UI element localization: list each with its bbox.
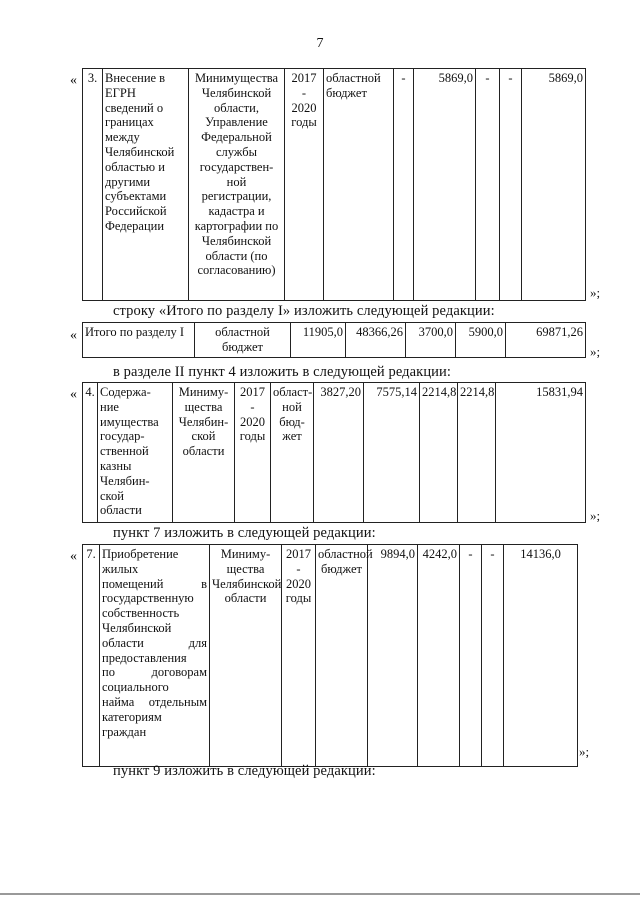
page-bottom-border	[0, 893, 640, 895]
value-2018: 5869,0	[414, 69, 476, 301]
period-line: 2020	[291, 100, 317, 115]
period-line: годы	[239, 429, 266, 444]
executor-line: области	[224, 591, 267, 606]
period-line: 2020	[286, 576, 311, 591]
name-line: Челябин-	[100, 473, 150, 488]
executor-line: Миниму-	[178, 385, 229, 399]
open-quote: «	[70, 387, 77, 402]
name-line: государ-	[100, 429, 145, 444]
open-quote: «	[70, 328, 77, 343]
close-quote: »;	[579, 744, 590, 759]
executor-line: щества	[226, 561, 265, 576]
name-line: ской	[100, 488, 124, 503]
name-line: категориям	[102, 709, 162, 724]
name-line: казны	[100, 458, 132, 473]
name-line: имущества	[100, 414, 159, 429]
close-quote: »;	[590, 285, 601, 300]
executor	[210, 545, 282, 767]
instruction-text: пункт 7 изложить в следующей редакции:	[113, 525, 376, 541]
row-7-table	[82, 544, 578, 767]
name-line: собственность	[102, 606, 180, 621]
name-line: по договорам	[102, 665, 207, 680]
period	[235, 383, 271, 523]
period-line: годы	[291, 115, 317, 130]
name-line: предоставления	[102, 650, 187, 665]
executor	[173, 383, 235, 523]
total-label: Итого по разделу I	[83, 323, 195, 358]
executor: Минимущества Челябинской области, Управление Федеральной службы государствен-ной регистрации, кадастра и картографии по Челябинской области (по согласованию)	[189, 69, 285, 301]
value-total: 69871,26	[506, 323, 586, 358]
funding-source: областной бюджет	[324, 69, 394, 301]
total-section-table	[82, 322, 586, 358]
name-line: найма отдельным	[102, 694, 207, 709]
period-line: -	[296, 561, 301, 576]
measure-name: Внесение в ЕГРН сведений о границах между Челябинской областью и другими субъектами Российской Федерации	[103, 69, 189, 301]
value-2018: 48366,26	[346, 323, 406, 358]
executor-line: ской	[191, 429, 216, 444]
value-2018: 4242,0	[418, 545, 460, 767]
close-quote: »;	[590, 344, 601, 359]
source-line: жет	[282, 429, 302, 444]
page-number: 7	[316, 36, 324, 51]
executor-line: Челябин-	[178, 414, 229, 429]
row-4-table	[82, 382, 586, 523]
value-2019: -	[476, 69, 500, 301]
name-line: ственной	[100, 444, 149, 459]
period-line: -	[301, 85, 307, 100]
value-2017: 11905,0	[291, 323, 346, 358]
executor-line: Миниму-	[220, 547, 271, 561]
name-line: области для	[102, 635, 207, 650]
value-2020: -	[482, 545, 504, 767]
value-2019: -	[460, 545, 482, 767]
name-line: области	[100, 503, 142, 518]
executor-line: области	[182, 444, 225, 459]
value-2017: -	[394, 69, 414, 301]
source-line: бюд-	[279, 414, 305, 429]
period	[282, 545, 316, 767]
instruction-text: пункт 9 изложить в следующей редакции:	[113, 763, 376, 779]
source-line: област-	[273, 385, 313, 399]
row-3-table	[82, 68, 586, 301]
name-line: помещений в	[102, 576, 207, 591]
value-2017: 9894,0	[368, 545, 418, 767]
value-total: 5869,0	[522, 69, 586, 301]
name-line: Содержа-	[100, 385, 151, 399]
value-2020: 5900,0	[456, 323, 506, 358]
period-line: 2020	[240, 414, 265, 429]
funding-source	[271, 383, 314, 523]
measure-name	[100, 545, 210, 767]
measure-name	[98, 383, 173, 523]
value-2020: -	[500, 69, 522, 301]
row-number: 3.	[83, 69, 103, 301]
period-line: 2017	[240, 385, 265, 399]
row-number: 4.	[83, 383, 98, 523]
executor-line: Челябинской	[212, 576, 282, 591]
name-line: жилых	[102, 561, 139, 576]
name-line: Челябинской	[102, 620, 172, 635]
period-line: -	[250, 399, 255, 414]
period	[285, 69, 324, 301]
name-line: Приобретение	[102, 547, 179, 561]
value-total: 14136,0	[504, 545, 578, 767]
source-line: ной	[282, 399, 302, 414]
period-line: 2017	[291, 71, 317, 85]
name-line: государственную	[102, 591, 194, 606]
value-2020: 2214,8	[458, 383, 496, 523]
period-line: годы	[285, 591, 312, 606]
value-2019: 2214,8	[420, 383, 458, 523]
period-line: 2017	[286, 547, 311, 561]
name-line: ние	[100, 399, 119, 414]
instruction-text: в разделе II пункт 4 изложить в следующей редакции:	[113, 364, 452, 380]
value-2019: 3700,0	[406, 323, 456, 358]
value-2018: 7575,14	[364, 383, 420, 523]
funding-source: областной бюджет	[195, 323, 291, 358]
executor-line: щества	[184, 399, 223, 414]
open-quote: «	[70, 73, 77, 88]
value-2017: 3827,20	[314, 383, 364, 523]
value-total: 15831,94	[496, 383, 586, 523]
close-quote: »;	[590, 508, 601, 523]
row-number: 7.	[83, 545, 100, 767]
instruction-text: строку «Итого по разделу I» изложить следующей редакции:	[113, 303, 495, 319]
open-quote: «	[70, 549, 77, 564]
name-line: граждан	[102, 724, 147, 739]
funding-source: областной бюджет	[316, 545, 368, 767]
name-line: социального	[102, 680, 169, 695]
